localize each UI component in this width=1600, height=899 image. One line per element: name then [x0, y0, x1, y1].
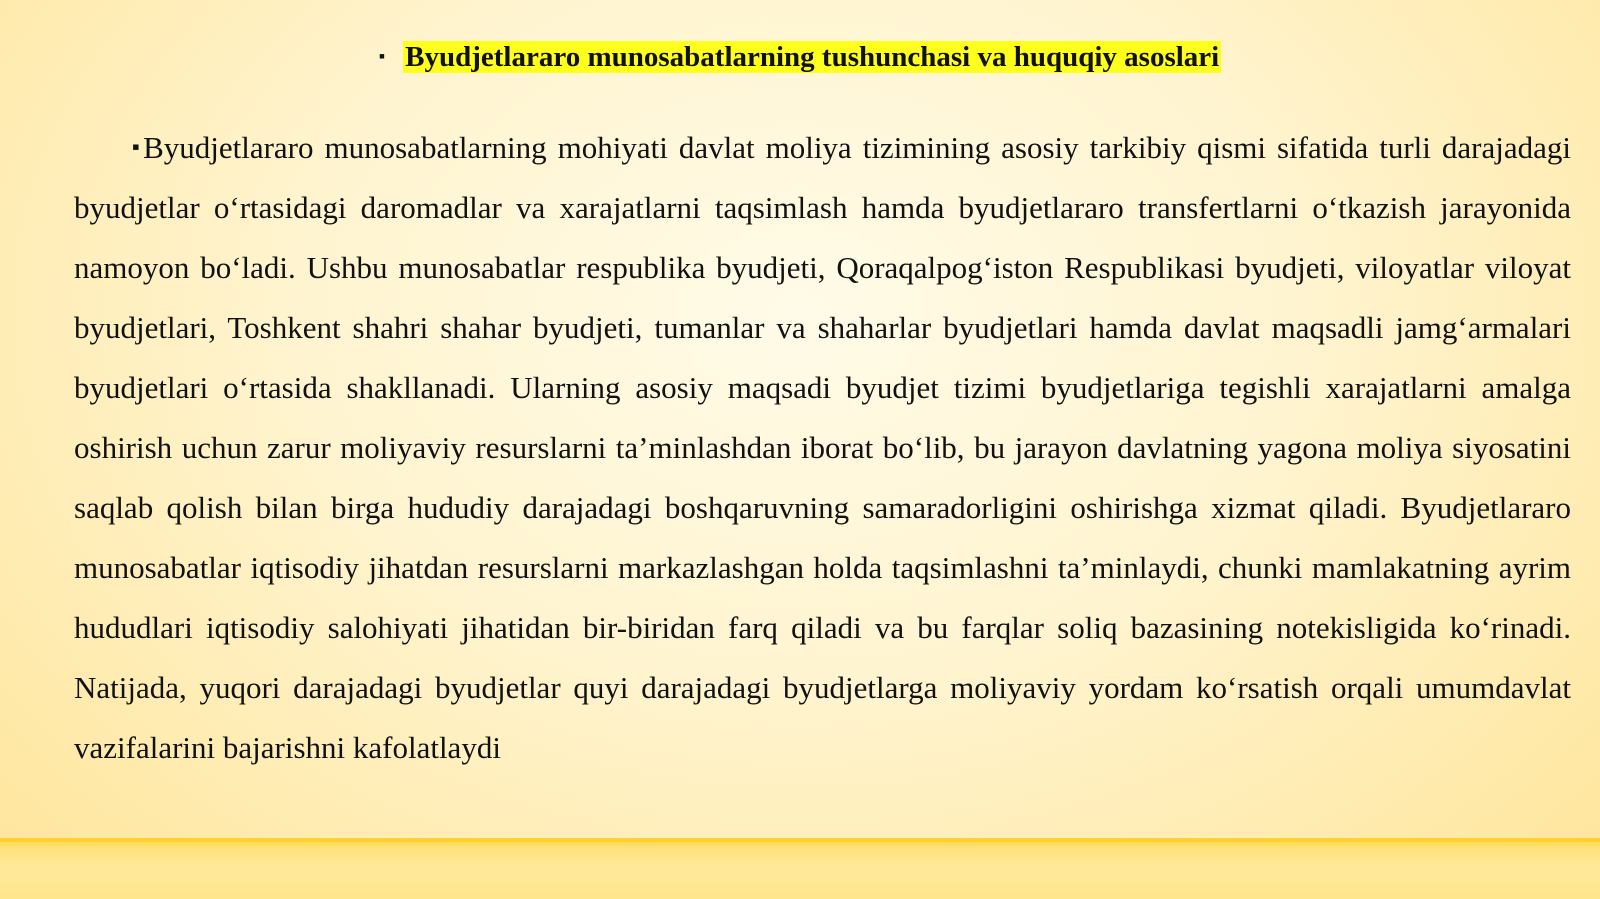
body-bullet-icon: ▪ — [132, 134, 144, 159]
body-paragraph — [74, 117, 1571, 778]
bottom-decorative-band — [0, 838, 1600, 899]
title-bullet-icon: ▪ — [378, 46, 386, 66]
slide-title: Byudjetlararo munosabatlarning tushunchasi va huquqiy asoslari — [405, 41, 1220, 73]
slide-title-row — [0, 36, 1600, 77]
body-paragraph-text: Byudjetlararo munosabatlarning mohiyati davlat moliya tizimining asosiy tarkibiy qismi sifatida turli darajadagi byudjetlar oʻrtasidagi daromadlar va xarajatlarni taqsimlash hamda byudjetlararo transfertlarni oʻtkazish jarayonida namoyon boʻladi. Ushbu munosabatlar respublika byudjeti, Qoraqalpogʻiston Respublikasi byudjeti, viloyatlar viloyat byudjetlari, Toshkent shahri shahar byudjeti, tumanlar va shaharlar byudjetlari hamda davlat maqsadli jamgʻarmalari byudjetlari oʻrtasida shakllanadi. Ularning asosiy maqsadi byudjet tizimi byudjetlariga tegishli xarajatlarni amalga oshirish uchun zarur moliyaviy resurslarni ta’minlashdan iborat boʻlib, bu jarayon davlatning yagona moliya siyosatini saqlab qolish bilan birga hududiy darajadagi boshqaruvning samaradorligini oshirishga xizmat qiladi. Byudjetlararo munosabatlar iqtisodiy jihatdan resurslarni markazlashgan holda taqsimlashni ta’minlaydi, chunki mamlakatning ayrim hududlari iqtisodiy salohiyati jihatidan bir-biridan farq qiladi va bu farqlar soliq bazasining notekisligida koʻrinadi. Natijada, yuqori darajadagi byudjetlar quyi darajadagi byudjetlarga moliyaviy yordam koʻrsatish orqali umumdavlat vazifalarini bajarishni kafolatlaydi — [74, 130, 1571, 765]
bottom-decorative-line — [0, 838, 1600, 842]
